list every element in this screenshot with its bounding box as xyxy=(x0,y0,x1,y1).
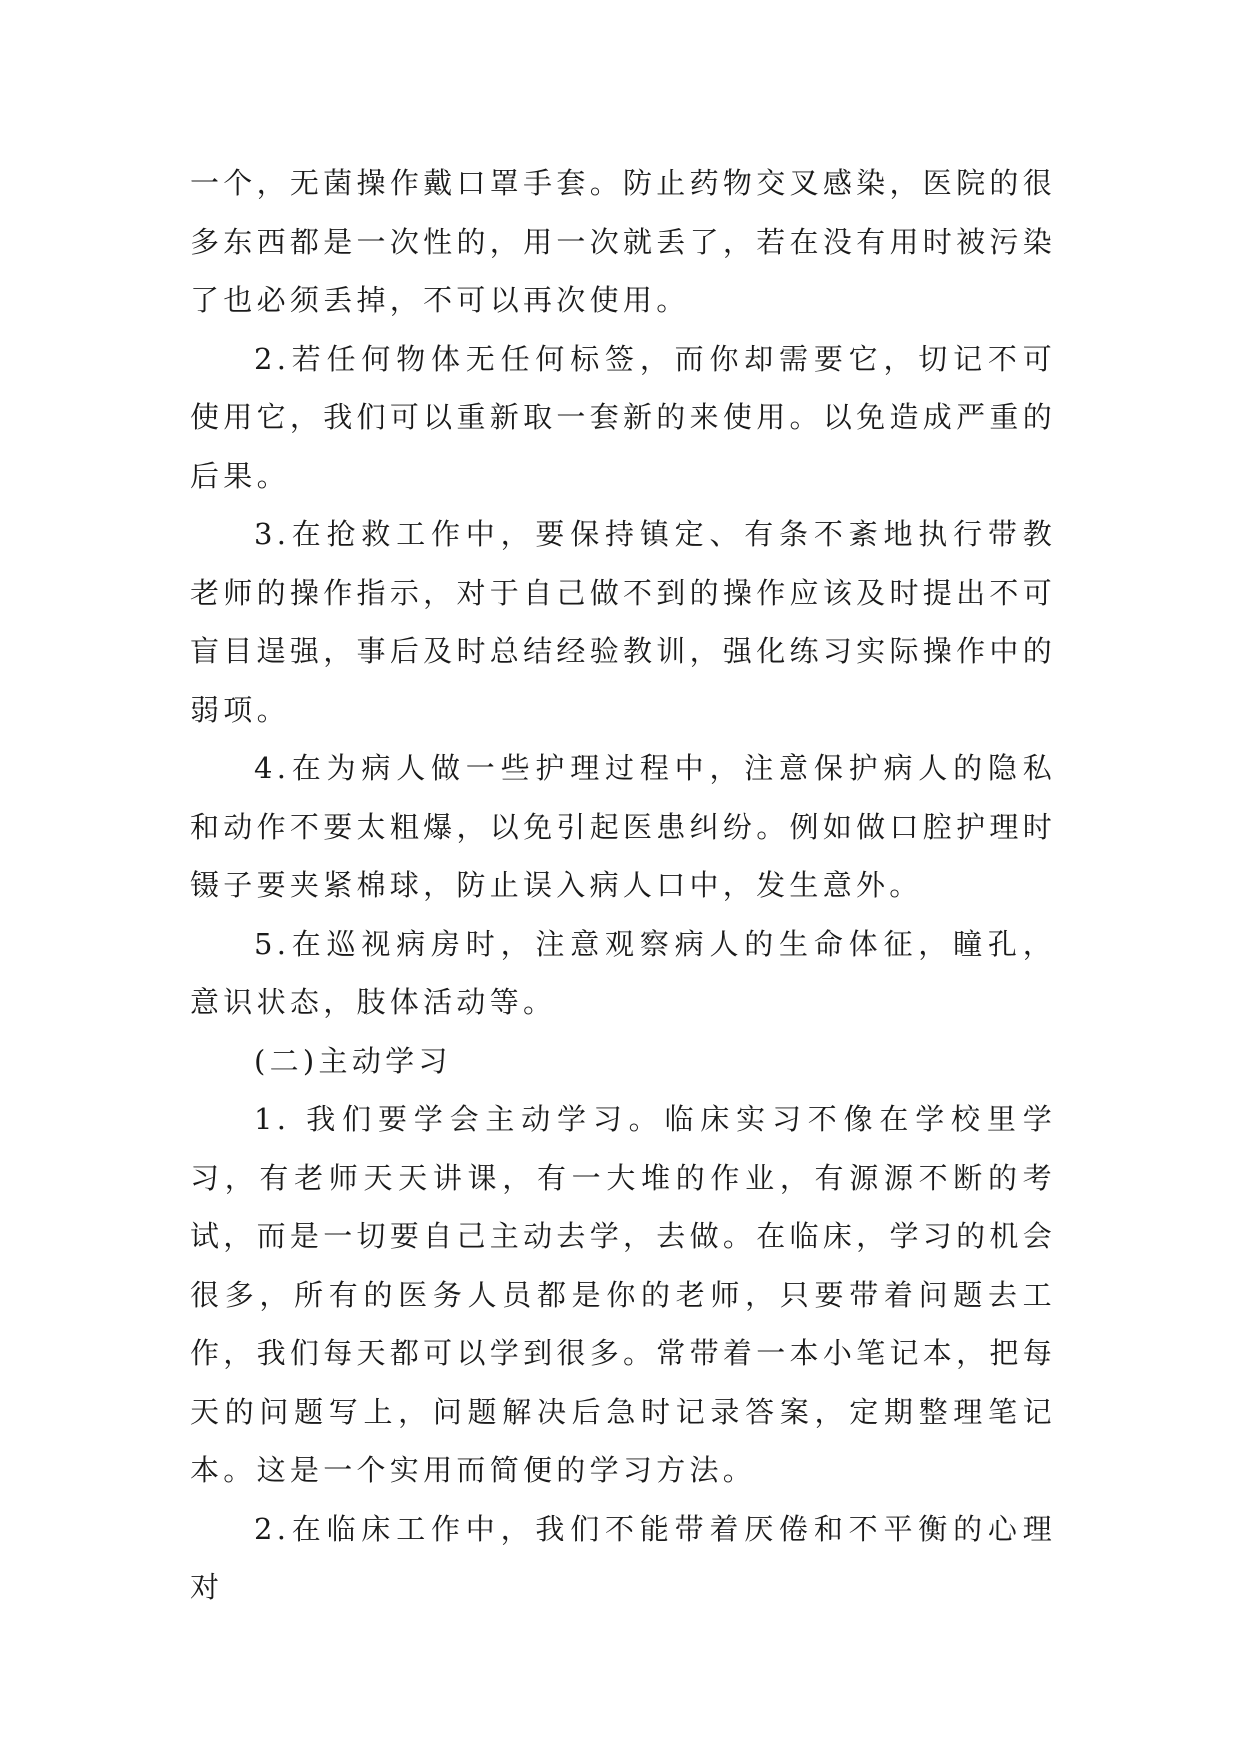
paragraph-item-5: 5.在巡视病房时，注意观察病人的生命体征，瞳孔，意识状态，肢体活动等。 xyxy=(190,926,1056,1019)
body-text xyxy=(190,154,1056,1617)
paragraph-continuation: 一个，无菌操作戴口罩手套。防止药物交叉感染，医院的很多东西都是一次性的，用一次就丢了，若在没有用时被污染了也必须丢掉，不可以再次使用。 xyxy=(190,166,1056,317)
paragraph-item-4: 4.在为病人做一些护理过程中，注意保护病人的隐私和动作不要太粗爆，以免引起医患纠纷。例如做口腔护理时镊子要夹紧棉球，防止误入病人口中，发生意外。 xyxy=(190,751,1056,902)
paragraph-item-3: 3.在抢救工作中，要保持镇定、有条不紊地执行带教老师的操作指示，对于自己做不到的操作应该及时提出不可盲目逞强，事后及时总结经验教训，强化练习实际操作中的弱项。 xyxy=(190,517,1056,727)
paragraph-learning-2: 2.在临床工作中，我们不能带着厌倦和不平衡的心理对 xyxy=(190,1511,1056,1604)
section-heading: (二)主动学习 xyxy=(254,1043,452,1078)
paragraph-item-2: 2.若任何物体无任何标签，而你却需要它，切记不可使用它，我们可以重新取一套新的来使用。以免造成严重的后果。 xyxy=(190,341,1056,493)
paragraph-learning-1: 1. 我们要学会主动学习。临床实习不像在学校里学习，有老师天天讲课，有一大堆的作业，有源源不断的考试，而是一切要自己主动去学，去做。在临床，学习的机会很多，所有的医务人员都是你的老师，只要带着问题去工作，我们每天都可以学到很多。常带着一本小笔记本，把每天的问题写上，问题解决后急时记录答案，定期整理笔记本。这是一个实用而简便的学习方法。 xyxy=(190,1102,1056,1487)
